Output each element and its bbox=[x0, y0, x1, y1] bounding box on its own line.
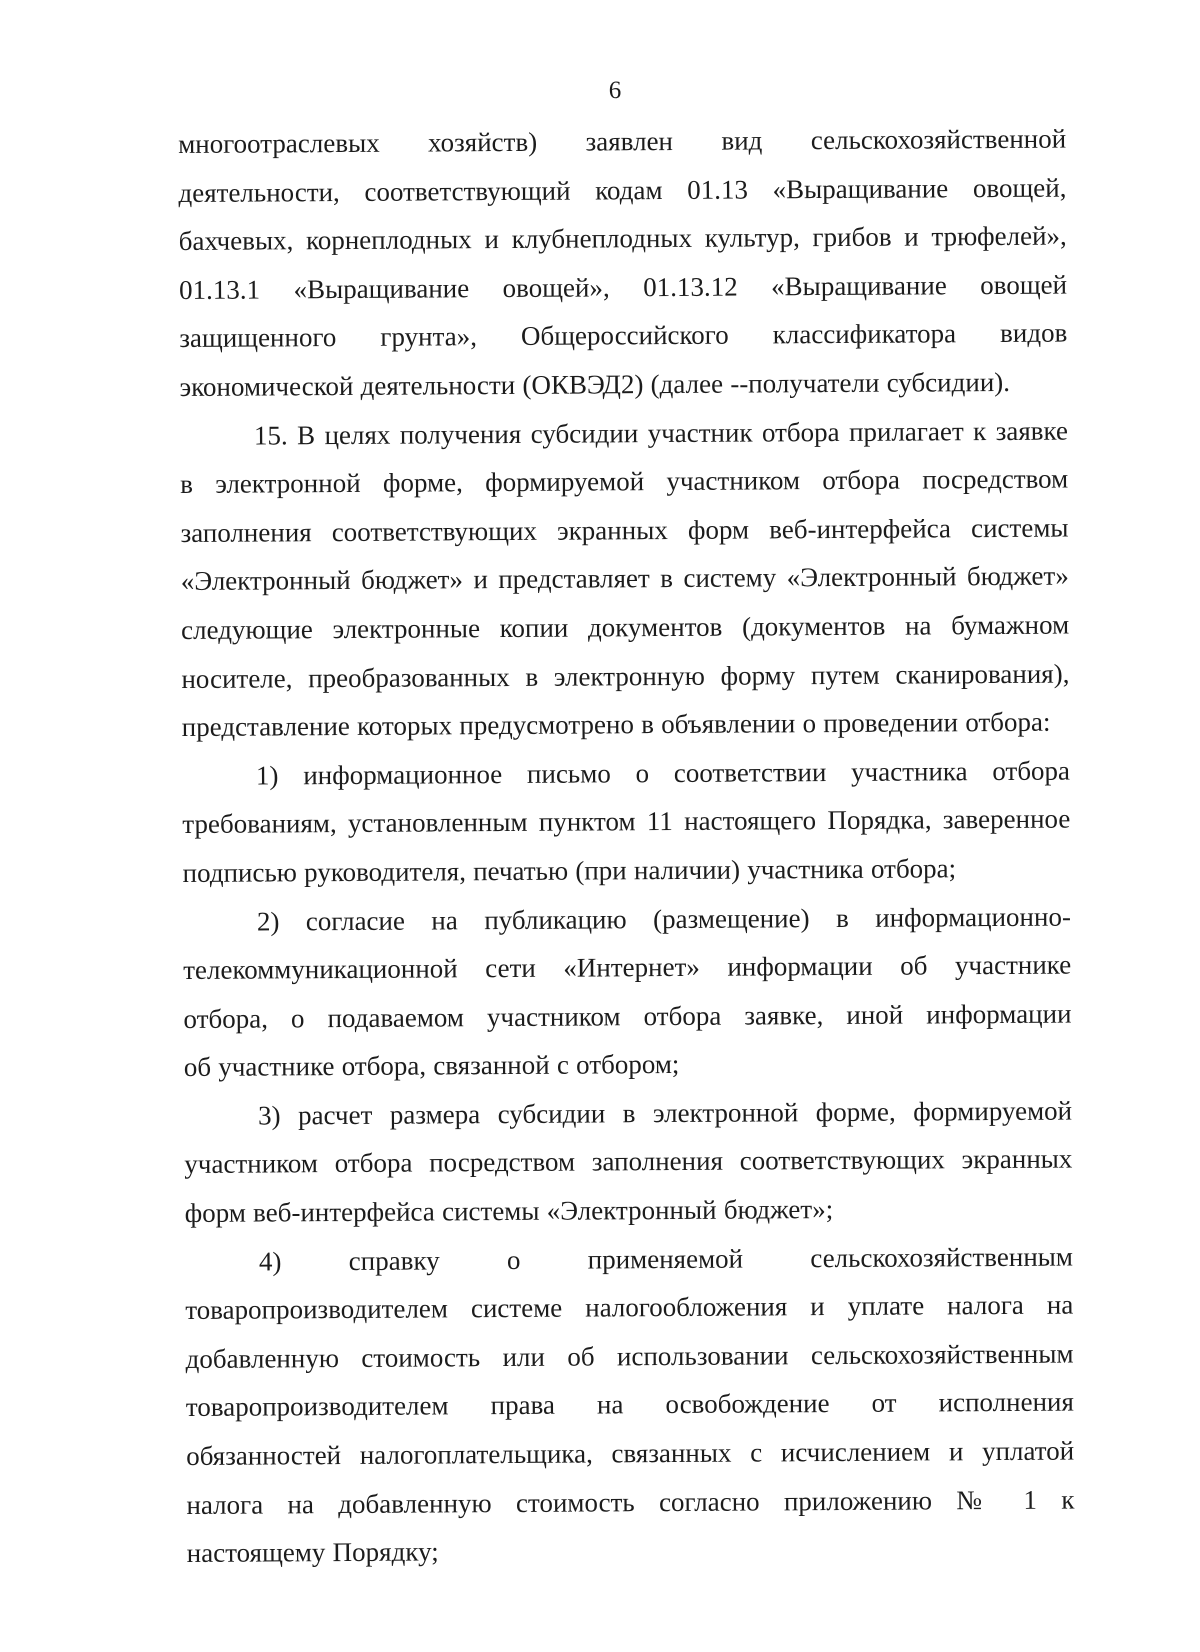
text-line: защищенного грунта», Общероссийского классификатора видов bbox=[179, 317, 1068, 354]
text-line: требованиям, установленным пунктом 11 настоящего Порядка, заверенное bbox=[182, 803, 1071, 840]
text-line: носителе, преобразованных в электронную форму путем сканирования), bbox=[181, 658, 1070, 694]
text-line: добавленную стоимость или об использовании сельскохозяйственным bbox=[185, 1338, 1074, 1374]
text-line: 3) расчет размера субсидии в электронной форме, формируемой bbox=[257, 1095, 1073, 1131]
text-line: об участнике отбора, связанной с отбором; bbox=[183, 1049, 680, 1083]
text-line: телекоммуникационной сети «Интернет» информации об участнике bbox=[183, 949, 1072, 986]
list-item-4 bbox=[185, 1232, 1075, 1578]
text-line: многоотраслевых хозяйств) заявлен вид сельскохозяйственной bbox=[178, 123, 1067, 159]
list-item-2 bbox=[183, 892, 1072, 1092]
list-item-3 bbox=[184, 1086, 1073, 1237]
text-line: деятельности, соответствующий кодам 01.13 «Выращивание овощей, bbox=[178, 172, 1067, 208]
text-line: товаропроизводителем права на освобождение от исполнения bbox=[185, 1386, 1074, 1423]
text-line: 15. В целях получения субсидии участник отбора прилагает к заявке bbox=[253, 415, 1069, 451]
page-number: 6 bbox=[608, 77, 622, 104]
text-line: настоящему Порядку; bbox=[186, 1536, 439, 1569]
document-body bbox=[178, 115, 1075, 1578]
text-line: бахчевых, корнеплодных и клубнеплодных культур, грибов и трюфелей», bbox=[178, 220, 1067, 257]
paragraph-15 bbox=[180, 406, 1070, 752]
paragraph-continued bbox=[178, 115, 1068, 412]
text-line: следующие электронные копии документов (документов на бумажном bbox=[181, 609, 1070, 645]
text-line: форм веб-интерфейса системы «Электронный бюджет»; bbox=[184, 1194, 834, 1229]
text-line: товаропроизводителем системе налогообложения и уплате налога на bbox=[185, 1289, 1074, 1326]
text-line: налога на добавленную стоимость согласно приложению № 1 к bbox=[186, 1484, 1075, 1520]
text-line: «Электронный бюджет» и представляет в систему «Электронный бюджет» bbox=[180, 560, 1069, 597]
text-line: 2) согласие на публикацию (размещение) в информационно- bbox=[256, 901, 1071, 937]
text-line: 1) информационное письмо о соответствии участника отбора bbox=[255, 755, 1071, 791]
text-line: 4) справку о применяемой сельскохозяйственным bbox=[258, 1241, 1074, 1277]
list-item-1 bbox=[182, 746, 1071, 897]
text-line: в электронной форме, формируемой участником отбора посредством bbox=[180, 463, 1069, 500]
text-line: представление которых предусмотрено в объявлении о проведении отбора: bbox=[181, 706, 1051, 743]
text-line: 01.13.1 «Выращивание овощей», 01.13.12 «Выращивание овощей bbox=[178, 269, 1068, 305]
text-line: обязанностей налогоплательщика, связанных с исчислением и уплатой bbox=[186, 1435, 1075, 1472]
text-line: экономической деятельности (ОКВЭД2) (далее --получатели субсидии). bbox=[179, 366, 1011, 402]
text-line: заполнения соответствующих экранных форм веб-интерфейса системы bbox=[180, 512, 1069, 548]
text-line: участником отбора посредством заполнения соответствующих экранных bbox=[184, 1144, 1073, 1180]
text-line: отбора, о подаваемом участником отбора заявке, иной информации bbox=[183, 998, 1072, 1034]
text-line: подписью руководителя, печатью (при наличии) участника отбора; bbox=[182, 853, 957, 888]
